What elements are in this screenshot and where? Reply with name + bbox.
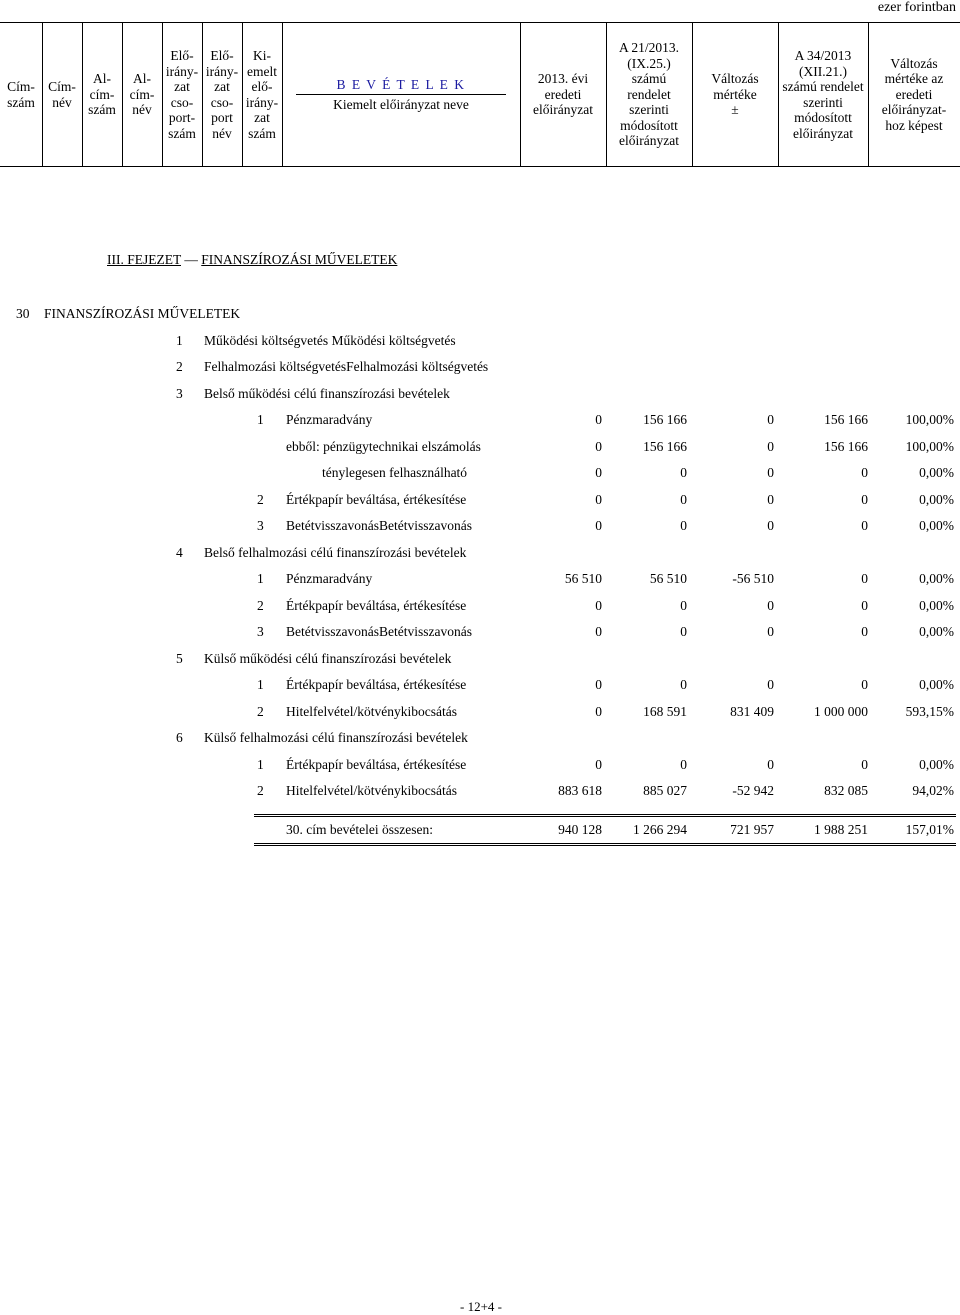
row-eredeti: 883 618 [558,783,602,798]
total-modositott-2: 1 988 251 [814,822,868,837]
row-percent: 0,00% [919,465,954,480]
row-modositott-2: 0 [861,677,868,692]
row-label: Értékpapír beváltása, értékesítése [286,757,467,772]
row-eredeti: 0 [595,465,602,480]
row-code: 1 [176,333,183,348]
row-percent: 100,00% [905,412,954,427]
row-label: Hitelfelvétel/kötvénykibocsátás [286,704,457,719]
row-label: Pénzmaradvány [286,412,373,427]
header-modositott-1: A 21/2013. (IX.25.) számú rendelet szerinti módosított előirányzat [618,40,679,149]
total-eredeti: 940 128 [558,822,602,837]
header-eredeti: 2013. évi eredeti előirányzat [533,71,593,118]
row-valtozas: 0 [767,677,774,692]
table-row [0,439,960,457]
row-valtozas: -56 510 [732,571,774,586]
row-modositott-1: 0 [680,465,687,480]
total-modositott-1: 1 266 294 [633,822,687,837]
row-modositott-1: 156 166 [643,439,687,454]
row-valtozas: 0 [767,439,774,454]
table-row [0,412,960,430]
row-code: 3 [257,624,264,639]
header-modositott-2: A 34/2013 (XII.21.) számú rendelet szerinti módosított előirányzat [782,48,864,141]
row-code: 4 [176,545,183,560]
row-code: 2 [257,598,264,613]
table-row [0,783,960,801]
row-code: 30 [16,306,30,321]
total-row [0,822,960,840]
table-row [0,492,960,510]
chapter-dash: — [184,252,198,267]
row-modositott-2: 156 166 [824,412,868,427]
row-code: 2 [257,492,264,507]
row-percent: 100,00% [905,439,954,454]
row-percent: 0,00% [919,571,954,586]
header-valtozas-eredeti: Változás mértéke az eredeti előirányzat- hoz képest [881,55,947,133]
table-row [0,386,960,404]
table-row [0,624,960,642]
header-eloir-csop-szam: Elő- irány- zat cso- port- szám [165,48,199,141]
row-percent: 0,00% [919,677,954,692]
row-label: Pénzmaradvány [286,571,373,586]
row-valtozas: 831 409 [730,704,774,719]
row-modositott-2: 0 [861,518,868,533]
row-modositott-2: 0 [861,571,868,586]
header-bevetelek-title: B E V É T E L E K [336,76,466,92]
row-eredeti: 0 [595,757,602,772]
total-valtozas: 721 957 [730,822,774,837]
chapter-prefix: III. FEJEZET [107,252,181,267]
row-modositott-2: 0 [861,598,868,613]
row-code: 6 [176,730,183,745]
table-row [0,306,960,324]
row-modositott-2: 156 166 [824,439,868,454]
row-label: Felhalmozási költségvetésFelhalmozási költségvetés [204,359,489,374]
row-valtozas: 0 [767,492,774,507]
row-code: 1 [257,571,264,586]
row-eredeti: 56 510 [564,571,602,586]
row-label: ténylegesen felhasználható [322,465,468,480]
table-header [0,22,960,167]
header-alcimszam: Al- cím- szám [88,71,116,118]
row-valtozas: 0 [767,465,774,480]
row-code: 1 [257,412,264,427]
row-eredeti: 0 [595,704,602,719]
row-modositott-2: 1 000 000 [814,704,868,719]
row-code: 3 [176,386,183,401]
table-row [0,677,960,695]
table-row [0,545,960,563]
row-percent: 0,00% [919,518,954,533]
row-code: 2 [257,783,264,798]
row-code: 1 [257,757,264,772]
row-eredeti: 0 [595,518,602,533]
row-percent: 94,02% [912,783,954,798]
table-row [0,730,960,748]
row-code: 2 [257,704,264,719]
row-label: Külső felhalmozási célú finanszírozási bevételek [204,730,468,745]
row-label: Belső működési célú finanszírozási bevételek [204,386,450,401]
row-percent: 0,00% [919,624,954,639]
row-percent: 593,15% [905,704,954,719]
row-eredeti: 0 [595,492,602,507]
row-eredeti: 0 [595,624,602,639]
row-valtozas: 0 [767,598,774,613]
row-code: 1 [257,677,264,692]
header-kiemelt-nev: Kiemelt előirányzat neve [333,97,469,112]
row-modositott-1: 0 [680,757,687,772]
table-row [0,571,960,589]
row-label: Működési költségvetés Működési költségvetés [204,333,456,348]
chapter-title [107,252,397,268]
row-modositott-1: 0 [680,677,687,692]
row-label: Értékpapír beváltása, értékesítése [286,598,467,613]
table-row [0,757,960,775]
row-label: BetétvisszavonásBetétvisszavonás [286,518,472,533]
header-eloir-csop-nev: Elő- irány- zat cso- port név [205,48,239,141]
row-modositott-2: 0 [861,624,868,639]
total-rule-bottom [254,843,956,846]
row-modositott-1: 168 591 [643,704,687,719]
header-cimnev: Cím- név [48,79,76,110]
row-valtozas: 0 [767,412,774,427]
row-eredeti: 0 [595,439,602,454]
header-kiemelt-szam: Ki- emelt elő- irány- zat szám [245,48,279,141]
row-code: 2 [176,359,183,374]
table-row [0,518,960,536]
row-code: 5 [176,651,183,666]
row-eredeti: 0 [595,598,602,613]
row-label: BetétvisszavonásBetétvisszavonás [286,624,472,639]
row-modositott-1: 0 [680,492,687,507]
header-cimszam: Cím- szám [7,79,35,110]
header-alcimnev: Al- cím- név [129,71,155,118]
row-label: FINANSZÍROZÁSI MŰVELETEK [44,306,241,321]
chapter-name: FINANSZÍROZÁSI MŰVELETEK [201,252,398,267]
total-percent: 157,01% [905,822,954,837]
row-label: Hitelfelvétel/kötvénykibocsátás [286,783,457,798]
row-code: 3 [257,518,264,533]
row-modositott-1: 156 166 [643,412,687,427]
row-label: Belső felhalmozási célú finanszírozási bevételek [204,545,467,560]
row-modositott-2: 0 [861,492,868,507]
header-bevetelek [282,23,520,166]
table-row [0,359,960,377]
row-modositott-2: 0 [861,465,868,480]
row-label: Értékpapír beváltása, értékesítése [286,492,467,507]
row-modositott-1: 885 027 [643,783,687,798]
row-modositott-2: 832 085 [824,783,868,798]
table-row [0,333,960,351]
table-row [0,651,960,669]
total-rule-top [254,814,956,817]
row-label: Értékpapír beváltása, értékesítése [286,677,467,692]
header-valtozas: Változás mértéke ± [711,71,759,118]
row-modositott-1: 56 510 [649,571,687,586]
row-modositott-1: 0 [680,518,687,533]
row-modositott-2: 0 [861,757,868,772]
row-valtozas: 0 [767,757,774,772]
unit-label: ezer forintban [877,0,956,15]
row-valtozas: 0 [767,624,774,639]
row-eredeti: 0 [595,677,602,692]
row-valtozas: -52 942 [732,783,774,798]
table-row [0,704,960,722]
row-label: Külső működési célú finanszírozási bevételek [204,651,452,666]
row-valtozas: 0 [767,518,774,533]
total-label: 30. cím bevételei összesen: [286,822,433,837]
row-percent: 0,00% [919,492,954,507]
row-percent: 0,00% [919,598,954,613]
row-percent: 0,00% [919,757,954,772]
row-modositott-1: 0 [680,598,687,613]
table-row [0,465,960,483]
row-modositott-1: 0 [680,624,687,639]
table-row [0,598,960,616]
row-label: ebből: pénzügytechnikai elszámolás [286,439,481,454]
page-number: - 12+4 - [460,1299,502,1314]
row-eredeti: 0 [595,412,602,427]
